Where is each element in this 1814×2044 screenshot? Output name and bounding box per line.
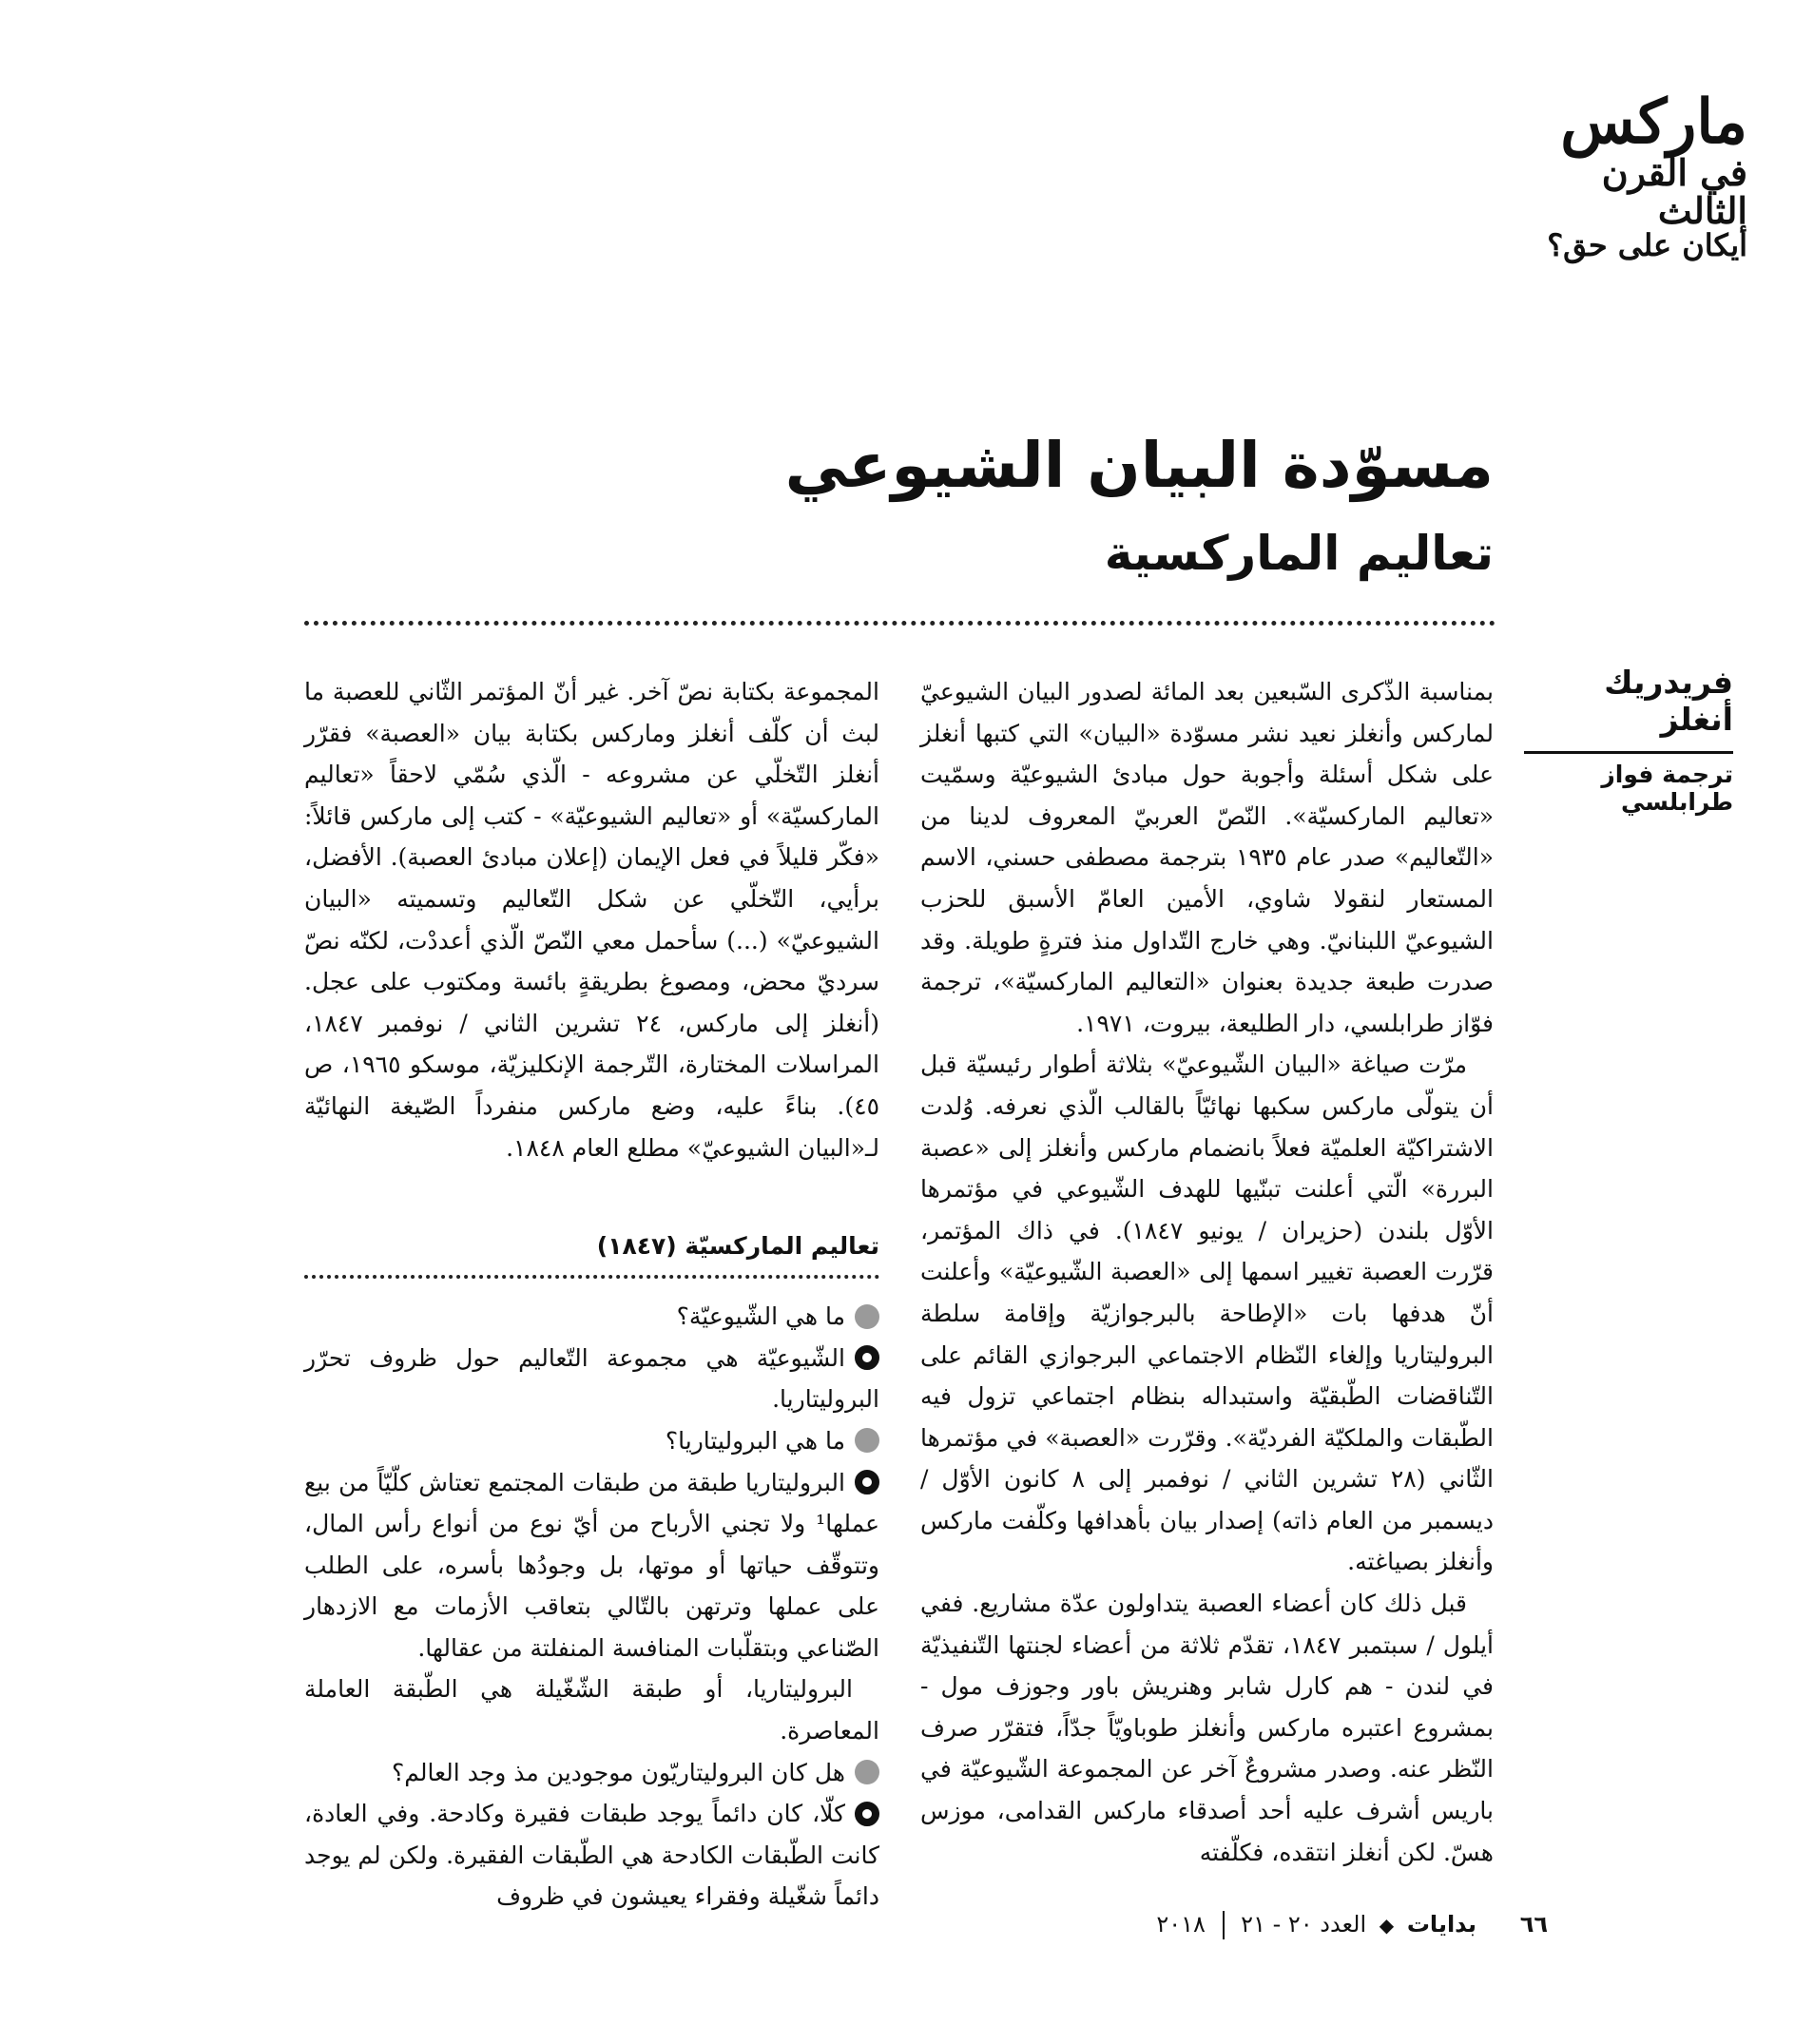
answer-text: البروليتاريا طبقة من طبقات المجتمع تعتاش كلّيّاً من بيع عملها¹ ولا تجني الأرباح من أيّ نوع من أنواع رأس المال، وتتوقّف حياتها أو موتها، بل وجودُها بأسره، على الطلب على عملها وترتهن بالتّالي بتعاقب الأزمات مع الازدهار الصّناعي وبتقلّبات المنافسة المنفلتة من عقالها. (304, 1468, 879, 1662)
logo-line-2: في القرن الثالث (1601, 151, 1747, 233)
right-text-column (920, 671, 1494, 1873)
answer (304, 1793, 879, 1918)
logo-line-3: أيكان على حق؟ (1547, 226, 1747, 263)
issue-number: العدد ٢٠ - ٢١ (1241, 1911, 1367, 1938)
author-name: فريدريك أنغلز (1524, 664, 1733, 754)
section-heading: تعاليم الماركسيّة (١٨٤٧) (596, 1232, 879, 1261)
question-text: ما هي الشّيوعيّة؟ (676, 1302, 845, 1331)
left-text-column (304, 671, 879, 1918)
section-divider (304, 1275, 879, 1279)
paragraph: البروليتاريا، أو طبقة الشّغّيلة هي الطّبقة العاملة المعاصرة. (304, 1675, 879, 1745)
paragraph: مرّت صياغة «البيان الشّيوعيّ» بثلاثة أطوار رئيسيّة قبل أن يتولّى ماركس سكبها نهائيّاً بالقالب الّذي نعرفه. وُلدت الاشتراكيّة العلميّة فعلاً بانضمام ماركس وأنغلز إلى «عصبة البررة» الّتي أعلنت تبنّيها للهدف الشّيوعي في مؤتمرها الأوّل بلندن (حزيران / يونيو ١٨٤٧). في ذاك المؤتمر، قرّرت العصبة تغيير اسمها إلى «العصبة الشّيوعيّة» وأعلنت أنّ هدفها بات «الإطاحة بالبرجوازيّة وإقامة سلطة البروليتاريا وإلغاء النّظام الاجتماعي البرجوازي القائم على التّناقضات الطّبقيّة واستبداله بنظام اجتماعي تزول فيه الطّبقات والملكيّة الفرديّة». وقرّرت «العصبة» في مؤتمرها الثّاني (٢٨ تشرين الثاني / نوفمبر إلى ٨ كانون الأوّل / ديسمبر من العام ذاته) إصدار بيان بأهدافها وكلّفت ماركس وأنغلز بصياغته. (920, 1051, 1494, 1576)
journal-name: بدايات (1406, 1911, 1477, 1938)
question (304, 1296, 879, 1338)
title-divider (304, 621, 1496, 626)
question-text: ما هي البروليتاريا؟ (665, 1426, 845, 1455)
article-title: مسوّدة البيان الشيوعي (784, 429, 1494, 502)
diamond-icon: ◆ (1379, 1914, 1395, 1937)
question-text: هل كان البروليتاريّون موجودين مذ وجد العالم؟ (391, 1758, 845, 1786)
translator-credit: ترجمة فواز طرابلسي (1601, 761, 1733, 816)
footer-separator (1223, 1911, 1225, 1939)
article-subtitle: تعاليم الماركسية (1104, 526, 1494, 581)
question (304, 1420, 879, 1462)
answer-text: الشّيوعيّة هي مجموعة التّعاليم حول ظروف تحرّر البروليتاريا. (304, 1343, 879, 1414)
answer (304, 1462, 879, 1669)
paragraph: المجموعة بكتابة نصّ آخر. غير أنّ المؤتمر الثّاني للعصبة ما لبث أن كلّف أنغلز وماركس بكتابة بيان «العصبة» فقرّر أنغلز التّخلّي عن مشروعه - الّذي سُمّي لاحقاً «تعاليم الماركسيّة» أو «تعاليم الشيوعيّة» - كتب إلى ماركس قائلاً: «فكّر قليلاً في فعل الإيمان (إعلان مبادئ العصبة). الأفضل، برأيي، التّخلّي عن شكل التّعاليم وتسميته «البيان الشيوعيّ» (...) سأحمل معي النّصّ الّذي أعددْت، لكنّه نصّ سرديّ محض، ومصوغ بطريقةٍ بائسة ومكتوب على عجل. (أنغلز إلى ماركس، ٢٤ تشرين الثاني / نوفمبر ١٨٤٧، المراسلات المختارة، التّرجمة الإنكليزيّة، موسكو ١٩٦٥، ص ٤٥). بناءً عليه، وضع ماركس منفرداً الصّيغة النهائيّة لـ«البيان الشيوعيّ» مطلع العام ١٨٤٨. (304, 678, 880, 1162)
answer-marker-icon (855, 1470, 879, 1494)
magazine-section-logo (1529, 87, 1747, 271)
logo-line-1: ماركس (1560, 87, 1747, 158)
paragraph: قبل ذلك كان أعضاء العصبة يتداولون عدّة مشاريع. ففي أيلول / سبتمبر ١٨٤٧، تقدّم ثلاثة من أعضاء لجنتها التّنفيذيّة في لندن - هم كارل شابر وهنريش باور وجوزف مول - بمشروع اعتبره ماركس وأنغلز طوباويّاً جدّاً، فتقرّر صرف النّظر عنه. وصدر مشروعٌ آخر عن المجموعة الشّيوعيّة في باريس أشرف عليه أحد أصدقاء ماركس القدامى، موزس هسّ. لكن أنغلز انتقده، فكلّفته (920, 1590, 1494, 1866)
question (304, 1752, 879, 1794)
question-marker-icon (855, 1760, 879, 1784)
page-footer (1156, 1911, 1548, 1939)
issue-year: ٢٠١٨ (1156, 1911, 1206, 1938)
answer (304, 1338, 879, 1420)
paragraph: بمناسبة الذّكرى السّبعين بعد المائة لصدور البيان الشيوعيّ لماركس وأنغلز نعيد نشر مسوّدة «البيان» التي كتبها أنغلز على شكل أسئلة وأجوبة حول مبادئ الشيوعيّة وسمّيت «تعاليم الماركسيّة». النّصّ العربيّ المعروف لدينا من «التّعاليم» صدر عام ١٩٣٥ بترجمة مصطفى حسني، الاسم المستعار لنقولا شاوي، الأمين العامّ الأسبق للحزب الشيوعيّ اللبنانيّ. وهي خارج التّداول منذ فترةٍ طويلة. وقد صدرت طبعة جديدة بعنوان «التعاليم الماركسيّة»، ترجمة فوّاز طرابلسي، دار الطليعة، بيروت، ١٩٧١. (920, 678, 1494, 1037)
answer-marker-icon (855, 1345, 879, 1370)
answer-marker-icon (855, 1802, 879, 1826)
question-marker-icon (855, 1304, 879, 1329)
page-number: ٦٦ (1519, 1911, 1548, 1938)
answer-text: كلّا، كان دائماً يوجد طبقات فقيرة وكادحة. وفي العادة، كانت الطّبقات الكادحة هي الطّبقات الفقيرة. ولكن لم يوجد دائماً شغّيلة وفقراء يعيشون في ظروف (304, 1800, 879, 1911)
question-marker-icon (855, 1428, 879, 1453)
